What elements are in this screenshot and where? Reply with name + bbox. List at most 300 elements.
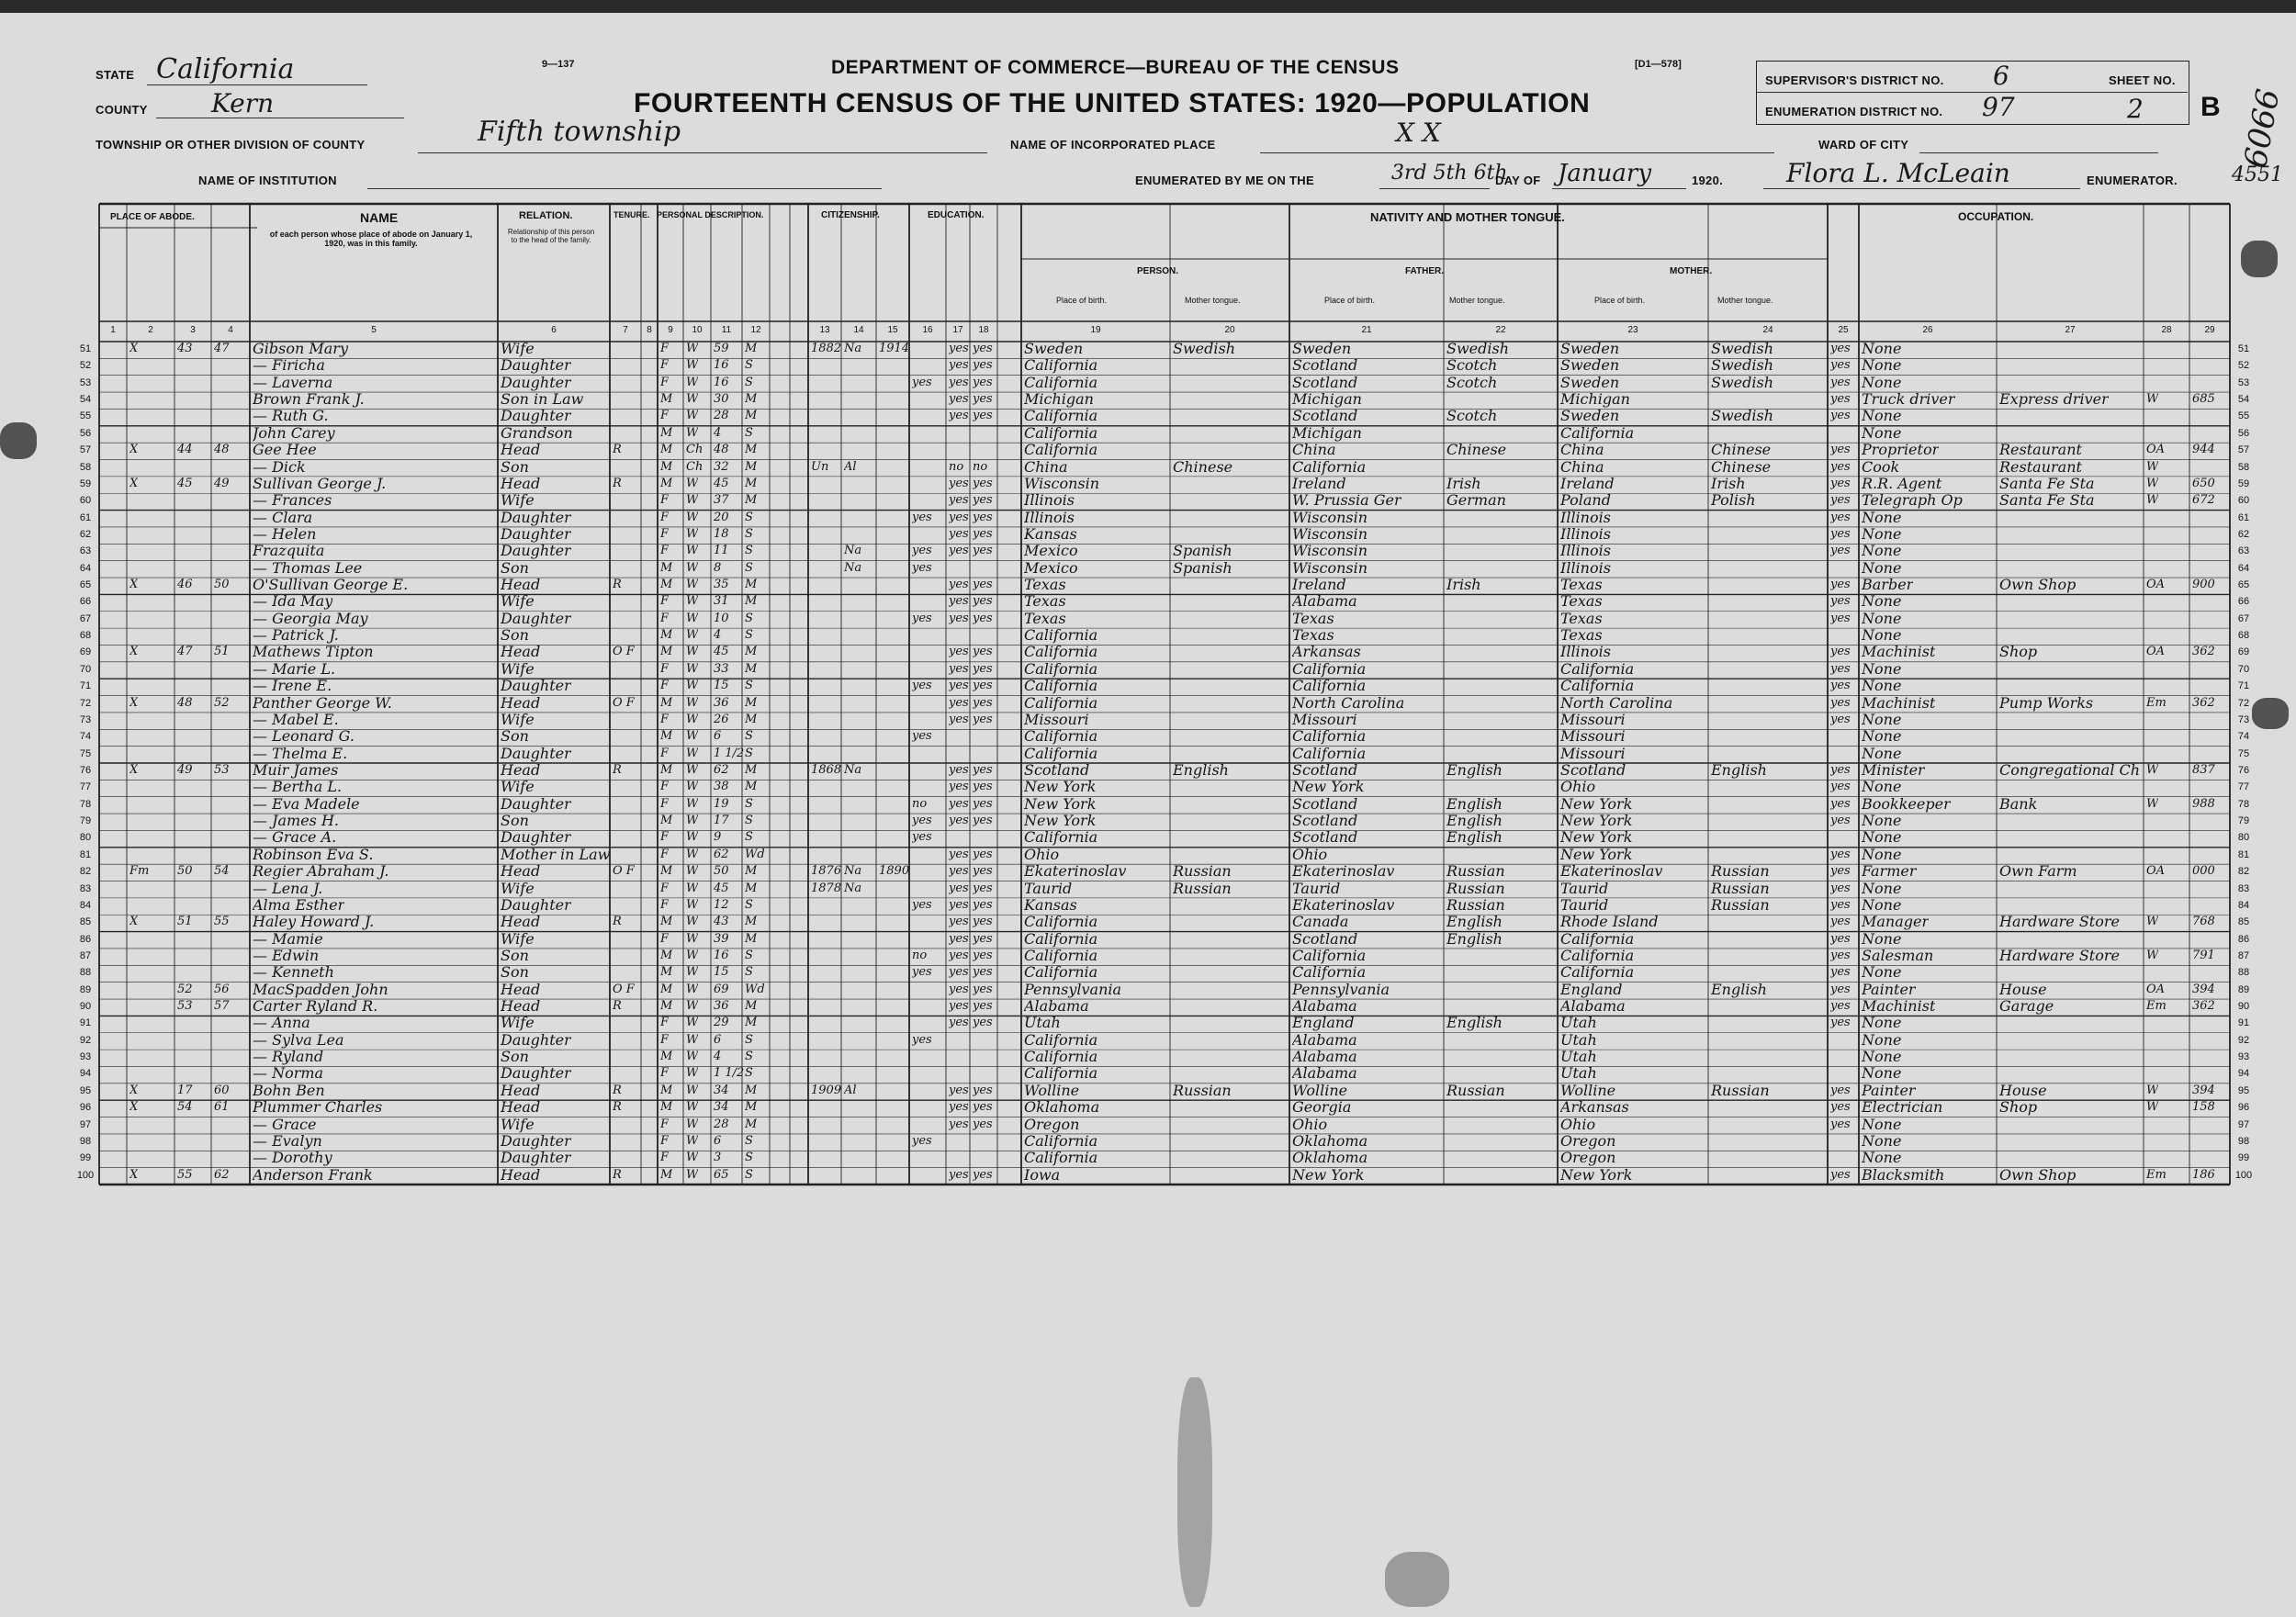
cell-rel: Son [501, 946, 529, 964]
cell-fbp: Ekaterinoslav [1292, 862, 1395, 881]
cell-read: yes [949, 476, 969, 490]
cell-read: yes [949, 661, 969, 676]
cell-family: 55 [214, 915, 230, 929]
column-number: 28 [2161, 325, 2172, 335]
cell-eng: yes [1830, 763, 1851, 777]
cell-ms: S [745, 544, 753, 558]
cell-mmt: Swedish [1711, 340, 1773, 357]
cell-bp: China [1024, 457, 1068, 476]
cell-write: yes [973, 1083, 993, 1097]
column-number: 3 [190, 325, 196, 335]
cell-cls: OA [2146, 864, 2166, 879]
cell-rel: Wife [501, 659, 535, 678]
cell-sex: M [660, 628, 673, 643]
cell-mbp: Illinois [1560, 558, 1611, 577]
cell-name: — Kenneth [253, 963, 334, 982]
cell-name: — Lena J. [253, 879, 323, 897]
cell-sex: M [660, 1050, 673, 1064]
cell-bp: Oregon [1024, 1115, 1080, 1133]
cell-race: W [686, 661, 699, 676]
cell-family: 50 [214, 578, 230, 592]
cell-rel: Wife [501, 340, 535, 357]
enumeration-label: ENUMERATION DISTRICT NO. [1765, 105, 1943, 118]
cell-mbp: Missouri [1560, 744, 1626, 762]
cell-sch: no [912, 796, 928, 811]
cell-rel: Mother in Law [501, 845, 611, 863]
cell-dwelling: 46 [177, 578, 193, 592]
cell-read: yes [949, 645, 969, 659]
cell-name: — Ryland [253, 1048, 324, 1066]
cell-occ: None [1862, 626, 1902, 645]
cell-mmt: Russian [1711, 862, 1770, 881]
cell-imm: 1882 [811, 342, 842, 355]
cell-bp: Mexico [1024, 542, 1078, 560]
line-number: 75 [2237, 747, 2250, 759]
cell-race: W [686, 999, 699, 1014]
line-number: 60 [79, 495, 92, 507]
cell-mark: X [129, 645, 139, 659]
line-number: 84 [79, 899, 92, 911]
cell-code: 791 [2192, 948, 2215, 962]
cell-sex: M [660, 1083, 673, 1097]
cell-ind: Own Shop [1999, 1165, 2077, 1184]
cell-bp: California [1024, 643, 1098, 661]
cell-sex: F [660, 1133, 670, 1148]
cell-mbp: China [1560, 441, 1604, 459]
cell-write: yes [973, 392, 993, 407]
cell-mmt: Chinese [1711, 457, 1772, 476]
cell-sex: M [660, 560, 673, 575]
cell-dwelling: 52 [177, 982, 193, 996]
cell-ind: Santa Fe Sta [1999, 491, 2095, 510]
cell-tenure: O F [613, 645, 635, 659]
cell-write: yes [973, 847, 993, 861]
person-birth-heading: Place of birth. [1056, 296, 1108, 305]
cell-name: — Frances [253, 491, 332, 510]
cell-mmt: Russian [1711, 895, 1770, 914]
cell-mt: Spanish [1173, 558, 1232, 577]
cell-sch: yes [912, 729, 932, 744]
cell-write: yes [973, 897, 993, 912]
cell-read: yes [949, 864, 969, 879]
cell-write: yes [973, 526, 993, 541]
cell-name: — Eva Madele [253, 794, 360, 813]
line-number: 67 [79, 612, 92, 624]
cell-ms: M [745, 661, 758, 676]
cell-sex: F [660, 847, 670, 861]
cell-read: yes [949, 510, 969, 524]
cell-age: 3 [714, 1151, 722, 1165]
cell-bp: Mexico [1024, 558, 1078, 577]
cell-bp: Kansas [1024, 895, 1077, 914]
cell-mmt: Chinese [1711, 441, 1772, 459]
cell-read: yes [949, 392, 969, 407]
cell-occ: None [1862, 778, 1902, 796]
cell-fbp: North Carolina [1292, 693, 1405, 712]
cell-write: yes [973, 375, 993, 389]
cell-mbp: New York [1560, 1165, 1633, 1184]
cell-sch: no [912, 948, 928, 962]
cell-tenure: R [613, 1167, 622, 1182]
cell-mbp: New York [1560, 794, 1633, 813]
cell-mbp: California [1560, 423, 1635, 442]
cell-mbp: Ireland [1560, 474, 1615, 492]
cell-ms: S [745, 1050, 753, 1064]
cell-fbp: England [1292, 1014, 1355, 1032]
cell-ms: M [745, 409, 758, 423]
cell-rel: Head [501, 474, 541, 492]
cell-age: 45 [714, 645, 729, 659]
cell-sch: yes [912, 679, 932, 693]
cell-bp: Illinois [1024, 491, 1075, 510]
cell-bp: California [1024, 744, 1098, 762]
cell-sex: F [660, 358, 670, 373]
cell-eng: yes [1830, 1167, 1851, 1182]
cell-mbp: New York [1560, 828, 1633, 847]
cell-occ: Farmer [1862, 862, 1917, 881]
township-value: Fifth township [478, 116, 681, 148]
cell-rel: Wife [501, 929, 535, 948]
cell-bp: California [1024, 441, 1098, 459]
cell-occ: None [1862, 1030, 1902, 1049]
line-number: 61 [2237, 511, 2250, 523]
cell-read: yes [949, 763, 969, 777]
cell-code: 944 [2192, 443, 2215, 457]
cell-fbp: Pennsylvania [1292, 980, 1390, 998]
cell-mbp: Illinois [1560, 542, 1611, 560]
cell-dwelling: 17 [177, 1083, 193, 1097]
cell-rel: Wife [501, 778, 535, 796]
cell-fmt: English [1446, 828, 1503, 847]
cell-age: 28 [714, 409, 729, 423]
cell-code: 362 [2192, 999, 2215, 1014]
line-number: 99 [2237, 1152, 2250, 1164]
cell-race: W [686, 526, 699, 541]
department-title: DEPARTMENT OF COMMERCE—BUREAU OF THE CENSUS [831, 57, 1400, 78]
cell-rel: Wife [501, 1014, 535, 1032]
line-number: 68 [79, 630, 92, 642]
cell-sex: F [660, 611, 670, 625]
cell-ms: S [745, 358, 753, 373]
cell-family: 52 [214, 695, 230, 710]
cell-code: 672 [2192, 493, 2215, 508]
cell-sex: M [660, 1100, 673, 1115]
cell-mbp: Scotland [1560, 761, 1626, 779]
cell-occ: Electrician [1862, 1098, 1943, 1117]
cell-ms: S [745, 1151, 753, 1165]
cell-write: yes [973, 611, 993, 625]
cell-occ: None [1862, 423, 1902, 442]
cell-ms: M [745, 1016, 758, 1030]
cell-ms: M [745, 476, 758, 490]
cell-bp: New York [1024, 812, 1097, 830]
cell-eng: yes [1830, 358, 1851, 373]
cell-sex: F [660, 881, 670, 895]
cell-race: Ch [686, 459, 703, 474]
cell-name: Bohn Ben [253, 1081, 325, 1099]
cell-sch: yes [912, 814, 932, 828]
cell-code: 394 [2192, 982, 2215, 996]
cell-race: W [686, 544, 699, 558]
cell-ms: S [745, 1066, 753, 1081]
line-number: 58 [79, 461, 92, 473]
cell-sex: M [660, 999, 673, 1014]
cell-occ: None [1862, 340, 1902, 357]
cell-rel: Wife [501, 1115, 535, 1133]
cell-race: W [686, 560, 699, 575]
cell-name: — Ruth G. [253, 407, 329, 425]
cell-eng: yes [1830, 796, 1851, 811]
cell-fbp: Canada [1292, 913, 1349, 931]
cell-natyr: 1914 [879, 342, 910, 355]
cell-age: 36 [714, 999, 729, 1014]
cell-mbp: New York [1560, 812, 1633, 830]
cell-fbp: Alabama [1292, 997, 1357, 1016]
cell-tenure: R [613, 443, 622, 457]
line-number: 52 [79, 360, 92, 372]
cell-race: W [686, 830, 699, 845]
cell-age: 4 [714, 1050, 722, 1064]
line-number: 94 [79, 1068, 92, 1080]
cell-bp: California [1024, 913, 1098, 931]
cell-mark: X [129, 1083, 139, 1097]
mother-birth-heading: Place of birth. [1594, 296, 1646, 305]
cell-ms: S [745, 965, 753, 980]
cell-occ: None [1862, 1064, 1902, 1083]
cell-race: W [686, 493, 699, 508]
cell-code: 988 [2192, 796, 2215, 811]
cell-eng: yes [1830, 864, 1851, 879]
cell-fbp: Oklahoma [1292, 1149, 1368, 1167]
cell-name: — Irene E. [253, 677, 332, 695]
line-number: 82 [2237, 866, 2250, 878]
cell-tenure: R [613, 763, 622, 777]
cell-eng: yes [1830, 1117, 1851, 1131]
cell-mbp: Utah [1560, 1048, 1597, 1066]
cell-occ: Machinist [1862, 643, 1936, 661]
cell-fbp: W. Prussia Ger [1292, 491, 1401, 510]
group-personal: PERSONAL DESCRIPTION. [657, 210, 764, 219]
cell-bp: Illinois [1024, 508, 1075, 526]
cell-nat: Na [844, 342, 862, 355]
cell-occ: Bookkeeper [1862, 794, 1951, 813]
cell-sex: M [660, 645, 673, 659]
cell-bp: California [1024, 407, 1098, 425]
cell-fbp: Ireland [1292, 576, 1346, 594]
cell-fbp: Scotland [1292, 407, 1358, 425]
line-number: 56 [79, 427, 92, 439]
cell-write: yes [973, 594, 993, 609]
cell-ms: M [745, 780, 758, 794]
cell-mark: X [129, 915, 139, 929]
cell-race: W [686, 392, 699, 407]
cell-cls: OA [2146, 645, 2166, 659]
cell-ms: S [745, 1032, 753, 1047]
cell-mmt: Russian [1711, 1081, 1770, 1099]
cell-fbp: Wisconsin [1292, 542, 1368, 560]
cell-nat: Na [844, 544, 862, 558]
column-number: 13 [819, 325, 830, 335]
cell-bp: Kansas [1024, 524, 1077, 543]
cell-sch: yes [912, 830, 932, 845]
cell-rel: Daughter [501, 542, 571, 560]
cell-bp: California [1024, 373, 1098, 391]
cell-occ: None [1862, 592, 1902, 611]
cell-age: 10 [714, 611, 729, 625]
cell-eng: yes [1830, 814, 1851, 828]
sheet-label: SHEET NO. [2109, 73, 2176, 87]
cell-mmt: English [1711, 980, 1767, 998]
cell-rel: Son [501, 457, 529, 476]
cell-read: yes [949, 982, 969, 996]
cell-imm: 1909 [811, 1083, 842, 1097]
hole-mark [2252, 698, 2289, 729]
line-number: 59 [79, 477, 92, 489]
cell-fbp: Alabama [1292, 1064, 1357, 1083]
enumerated-days: 3rd 5th 6th [1391, 162, 1508, 185]
column-number: 19 [1090, 325, 1101, 335]
cell-age: 33 [714, 661, 729, 676]
cell-occ: None [1862, 1149, 1902, 1167]
cell-write: yes [973, 578, 993, 592]
column-number: 25 [1838, 325, 1849, 335]
cell-sex: M [660, 459, 673, 474]
cell-occ: Truck driver [1862, 390, 1955, 409]
line-number: 76 [79, 765, 92, 776]
cell-race: W [686, 780, 699, 794]
cell-mark: X [129, 476, 139, 490]
cell-ind: Shop [1999, 643, 2038, 661]
line-number: 86 [79, 933, 92, 945]
cell-read: yes [949, 1167, 969, 1182]
cell-race: W [686, 1066, 699, 1081]
cell-rel: Daughter [501, 895, 571, 914]
cell-family: 57 [214, 999, 230, 1014]
cell-occ: Barber [1862, 576, 1914, 594]
cell-fbp: Ohio [1292, 1115, 1328, 1133]
cell-age: 62 [714, 763, 729, 777]
cell-read: yes [949, 948, 969, 962]
cell-age: 18 [714, 526, 729, 541]
cell-mmt: English [1711, 761, 1767, 779]
cell-fbp: Georgia [1292, 1098, 1352, 1117]
cell-age: 45 [714, 476, 729, 490]
cell-bp: California [1024, 946, 1098, 964]
cell-race: W [686, 375, 699, 389]
cell-fmt: Russian [1446, 895, 1505, 914]
cell-name: — Dick [253, 457, 306, 476]
cell-fbp: China [1292, 441, 1336, 459]
line-number: 59 [2237, 477, 2250, 489]
cell-mbp: North Carolina [1560, 693, 1673, 712]
column-number: 14 [853, 325, 864, 335]
cell-name: Muir James [253, 761, 339, 779]
line-number: 79 [2237, 815, 2250, 827]
cell-ms: S [745, 510, 753, 524]
cell-age: 65 [714, 1167, 729, 1182]
cell-write: yes [973, 965, 993, 980]
cell-write: yes [973, 763, 993, 777]
line-number: 94 [2237, 1068, 2250, 1080]
cell-name: — Dorothy [253, 1149, 332, 1167]
cell-ms: M [745, 645, 758, 659]
cell-bp: California [1024, 423, 1098, 442]
cell-family: 60 [214, 1083, 230, 1097]
line-number: 95 [79, 1084, 92, 1096]
cell-read: yes [949, 578, 969, 592]
cell-occ: None [1862, 710, 1902, 728]
cell-age: 45 [714, 881, 729, 895]
line-number: 93 [79, 1051, 92, 1063]
cell-ms: M [745, 594, 758, 609]
cell-nat: Na [844, 881, 862, 895]
cell-fbp: Scotland [1292, 794, 1358, 813]
cell-occ: None [1862, 1131, 1902, 1150]
cell-rel: Daughter [501, 609, 571, 627]
cell-eng: yes [1830, 999, 1851, 1014]
line-number: 90 [2237, 1001, 2250, 1013]
cell-mbp: New York [1560, 845, 1633, 863]
line-number: 72 [2237, 697, 2250, 709]
cell-eng: yes [1830, 1100, 1851, 1115]
cell-eng: yes [1830, 679, 1851, 693]
cell-read: yes [949, 1100, 969, 1115]
column-number: 10 [692, 325, 703, 335]
cell-family: 51 [214, 645, 230, 659]
cell-occ: None [1862, 1115, 1902, 1133]
cell-ind: Hardware Store [1999, 913, 2120, 931]
cell-rel: Head [501, 980, 541, 998]
cell-write: yes [973, 409, 993, 423]
state-label: STATE [96, 68, 135, 82]
cell-rel: Head [501, 441, 541, 459]
cell-bp: Ekaterinoslav [1024, 862, 1127, 881]
cell-rel: Daughter [501, 1030, 571, 1049]
cell-mark: X [129, 443, 139, 457]
cell-age: 31 [714, 594, 729, 609]
cell-occ: Painter [1862, 980, 1916, 998]
cell-ms: S [745, 948, 753, 962]
cell-mbp: Utah [1560, 1014, 1597, 1032]
institution-label: NAME OF INSTITUTION [198, 174, 337, 187]
cell-read: yes [949, 342, 969, 355]
cell-sch: yes [912, 897, 932, 912]
cell-sex: F [660, 409, 670, 423]
cell-rel: Son [501, 1048, 529, 1066]
cell-occ: None [1862, 508, 1902, 526]
line-number: 63 [2237, 545, 2250, 557]
line-number: 71 [2237, 680, 2250, 692]
cell-mbp: Ekaterinoslav [1560, 862, 1663, 881]
cell-bp: California [1024, 963, 1098, 982]
cell-occ: Salesman [1862, 946, 1934, 964]
cell-code: 650 [2192, 476, 2215, 490]
cell-dwelling: 54 [177, 1100, 193, 1115]
cell-rel: Head [501, 693, 541, 712]
cell-fbp: Texas [1292, 626, 1334, 645]
cell-name: O'Sullivan George E. [253, 576, 409, 594]
cell-race: W [686, 1016, 699, 1030]
cell-ms: S [745, 679, 753, 693]
cell-mark: X [129, 1167, 139, 1182]
cell-write: yes [973, 342, 993, 355]
cell-imm: 1868 [811, 763, 842, 777]
cell-read: yes [949, 915, 969, 929]
line-number: 54 [79, 394, 92, 406]
line-number: 57 [2237, 444, 2250, 456]
cell-race: W [686, 915, 699, 929]
cell-mmt: Polish [1711, 491, 1756, 510]
